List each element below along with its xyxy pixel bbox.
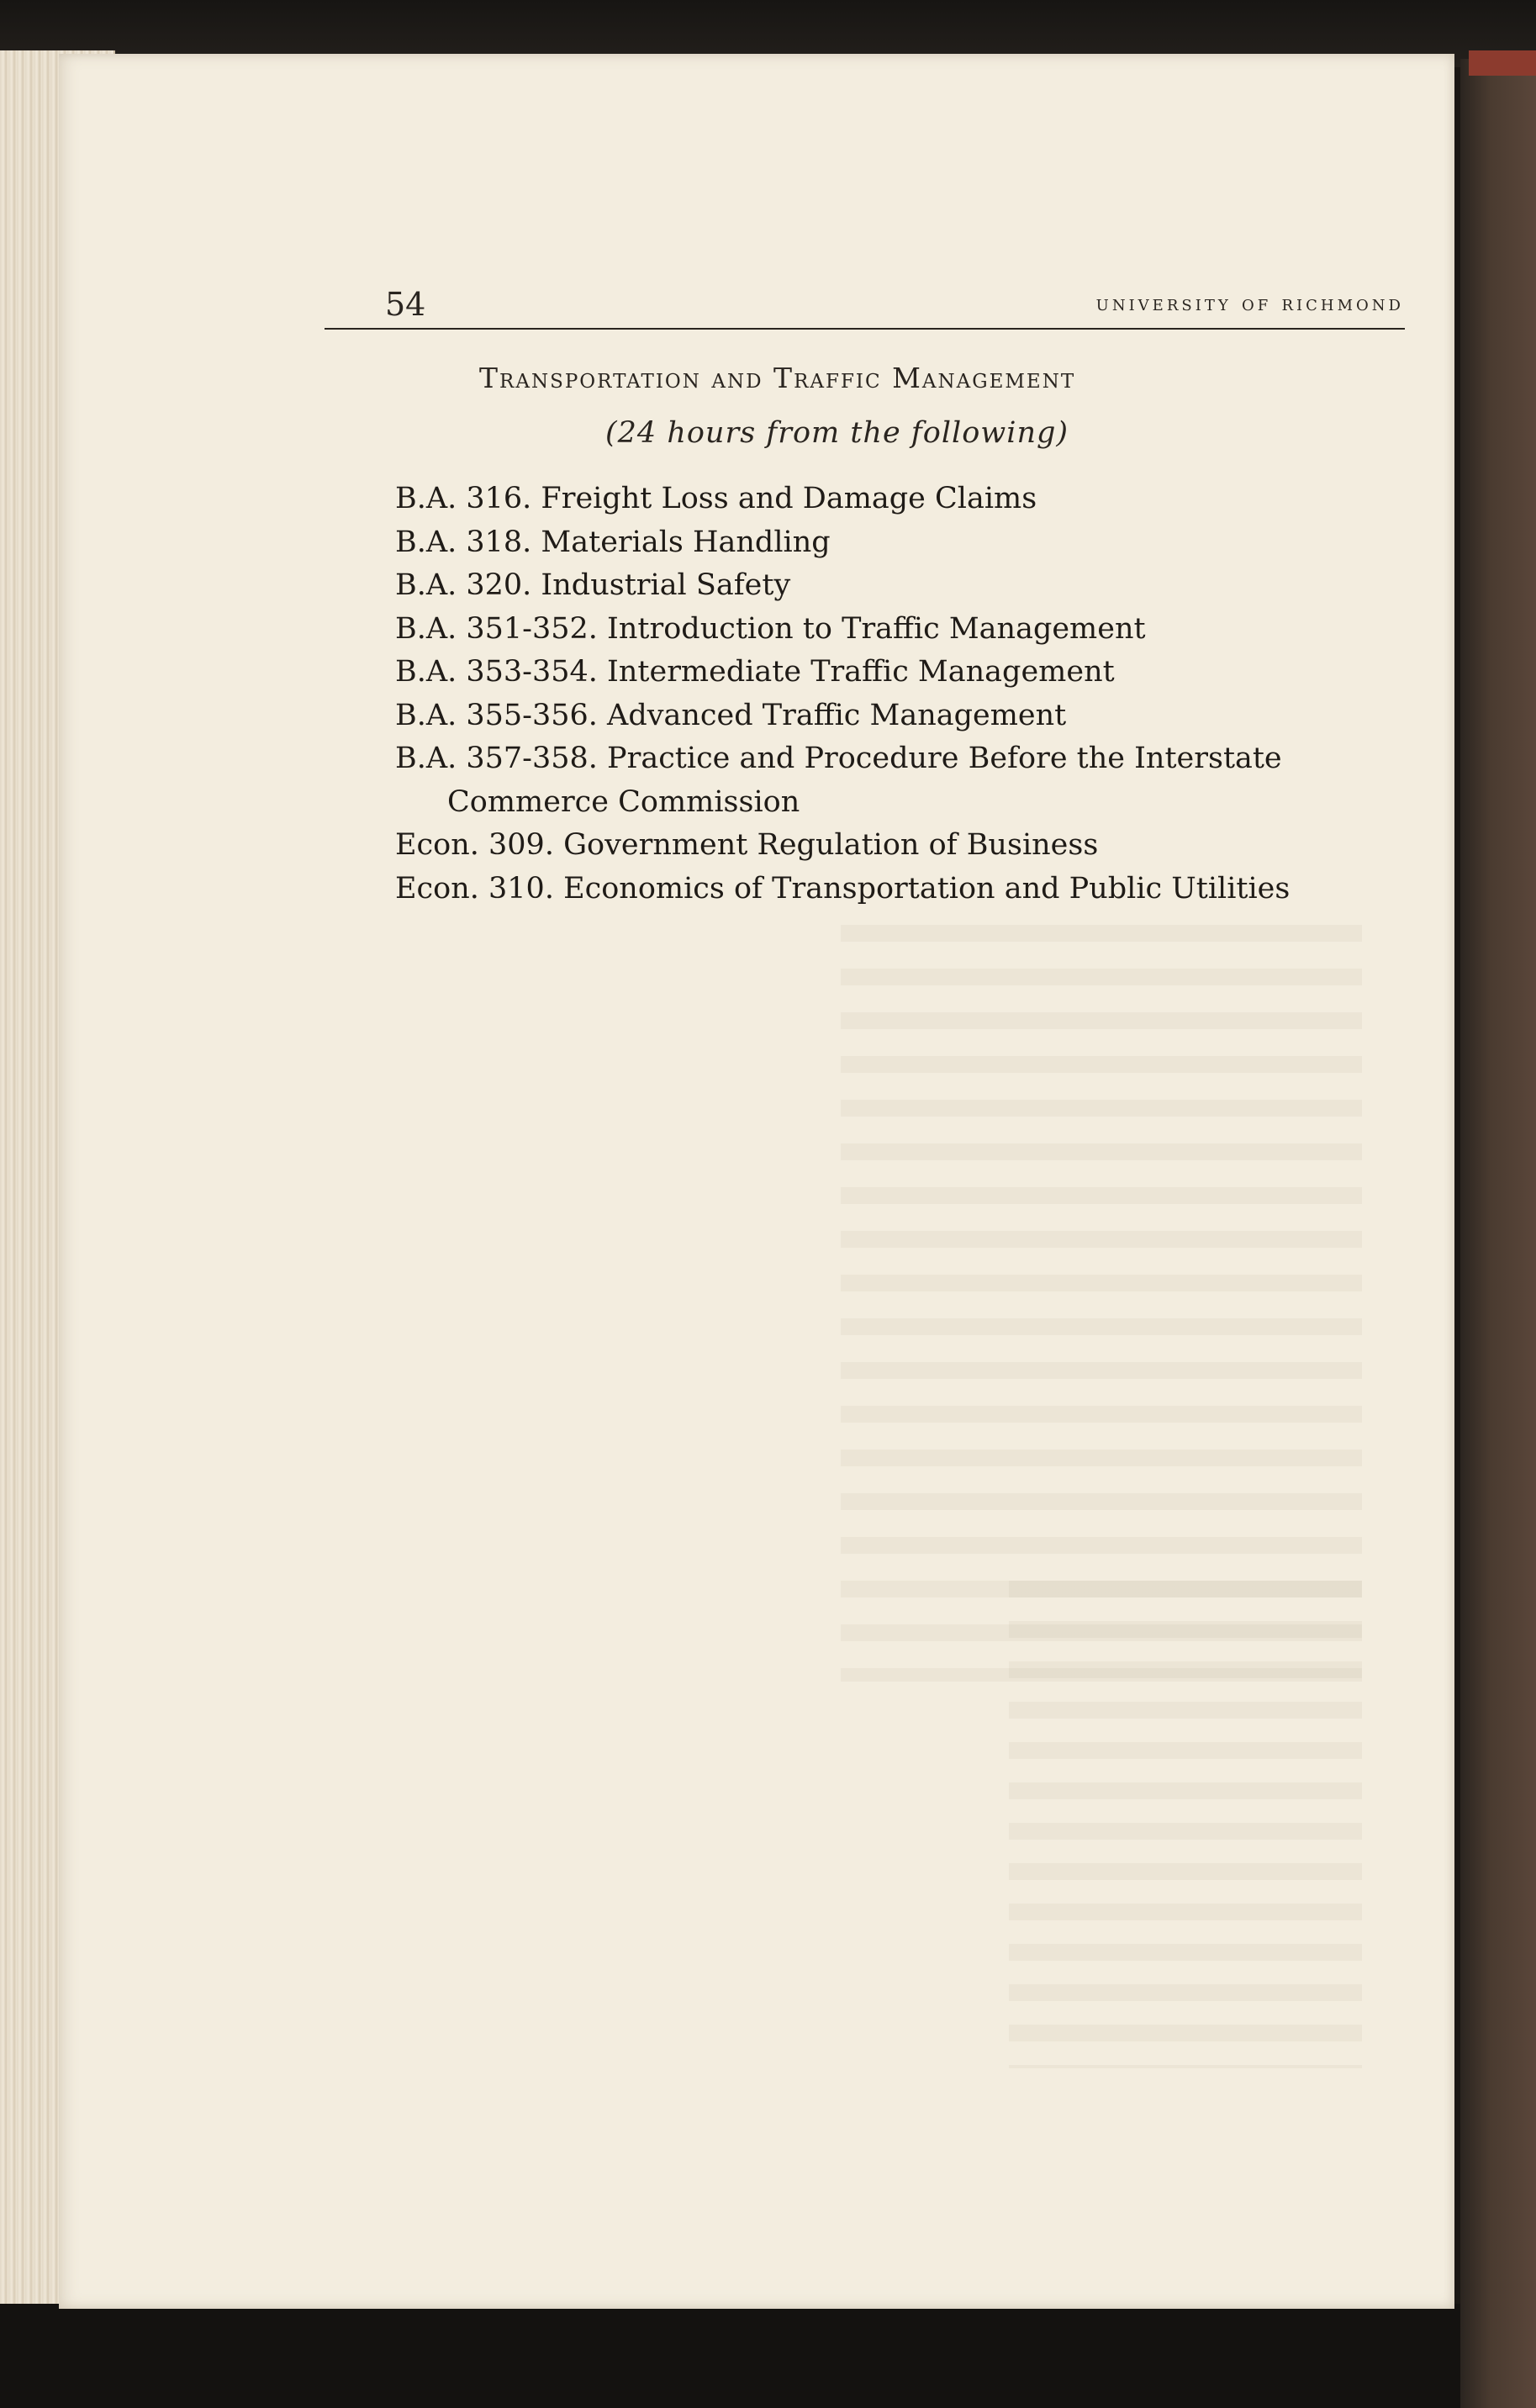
show-through-texture [1009, 1581, 1362, 2068]
course-item [395, 478, 1421, 521]
course-text: B.A. 318. Materials Handling [395, 525, 831, 559]
course-text: B.A. 355-356. Advanced Traffic Management [395, 698, 1067, 732]
course-text: B.A. 351-352. Introduction to Traffic Management [395, 611, 1146, 646]
section-subtitle: (24 hours from the following) [605, 416, 1069, 450]
show-through-texture [841, 925, 1362, 1682]
page-number: 54 [385, 286, 426, 323]
course-list [395, 478, 1421, 911]
course-item [395, 824, 1421, 868]
course-text: Econ. 310. Economics of Transportation and Public Utilities [395, 871, 1291, 906]
course-item [395, 651, 1421, 694]
course-text: Econ. 309. Government Regulation of Business [395, 828, 1099, 862]
book-cover-red-edge [1469, 50, 1536, 76]
header-rule [325, 328, 1405, 330]
course-continuation: Commerce Commission [447, 784, 800, 819]
course-item [395, 521, 1421, 565]
course-item [395, 868, 1421, 911]
section-title: Transportation and Traffic Management [479, 362, 1076, 394]
course-text: B.A. 320. Industrial Safety [395, 568, 791, 602]
course-item [395, 608, 1421, 652]
course-item [395, 694, 1421, 738]
book-cover-edge [1460, 59, 1536, 2408]
running-head: university of richmond [1095, 291, 1404, 316]
course-item [395, 737, 1421, 824]
book-bottom-edge [0, 2304, 1536, 2408]
course-text: B.A. 353-354. Intermediate Traffic Management [395, 655, 1115, 689]
course-text: B.A. 357-358. Practice and Procedure Before the Interstate [395, 742, 1282, 775]
page-header [324, 227, 1404, 336]
course-text: B.A. 316. Freight Loss and Damage Claims [395, 482, 1037, 515]
course-item [395, 564, 1421, 608]
